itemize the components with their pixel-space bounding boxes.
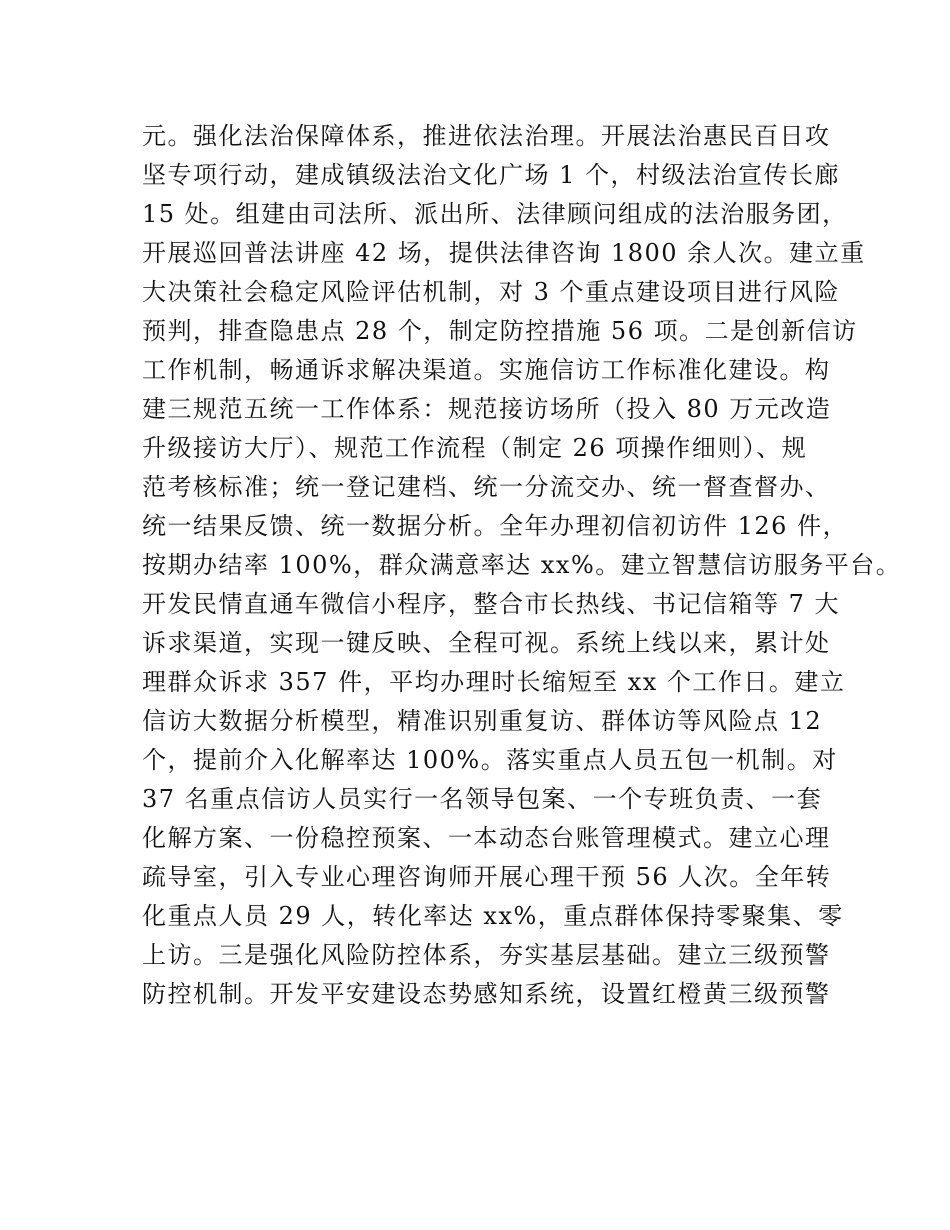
body-text bbox=[142, 117, 902, 1014]
text-line: 坚专项行动，建成镇级法治文化广场 1 个，村级法治宣传长廊 bbox=[142, 161, 841, 189]
text-line: 上访。三是强化风险防控体系，夯实基层基础。建立三级预警 bbox=[142, 941, 831, 969]
text-line: 开展巡回普法讲座 42 场，提供法律咨询 1800 余人次。建立重 bbox=[142, 239, 866, 267]
text-line: 化解方案、一份稳控预案、一本动态台账管理模式。建立心理 bbox=[142, 824, 831, 852]
text-line: 理群众诉求 357 件，平均办理时长缩短至 xx 个工作日。建立 bbox=[142, 668, 846, 696]
text-line: 化重点人员 29 人，转化率达 xx%，重点群体保持零聚集、零 bbox=[142, 902, 844, 930]
text-line: 疏导室，引入专业心理咨询师开展心理干预 56 人次。全年转 bbox=[142, 863, 832, 891]
text-line: 升级接访大厅）、规范工作流程（制定 26 项操作细则）、规 bbox=[142, 434, 808, 462]
text-line: 大决策社会稳定风险评估机制，对 3 个重点建设项目进行风险 bbox=[142, 278, 841, 306]
text-line: 37 名重点信访人员实行一名领导包案、一个专班负责、一套 bbox=[142, 785, 823, 813]
text-line: 按期办结率 100%，群众满意率达 xx%。建立智慧信访服务平台。 bbox=[142, 551, 902, 579]
text-line: 开发民情直通车微信小程序，整合市长热线、书记信箱等 7 大 bbox=[142, 590, 841, 618]
text-line: 统一结果反馈、统一数据分析。全年办理初信初访件 126 件， bbox=[142, 512, 849, 540]
text-line: 信访大数据分析模型，精准识别重复访、群体访等风险点 12 bbox=[142, 707, 823, 735]
text-line: 个，提前介入化解率达 100%。落实重点人员五包一机制。对 bbox=[142, 746, 838, 774]
text-line: 建三规范五统一工作体系：规范接访场所（投入 80 万元改造 bbox=[142, 395, 832, 423]
text-line: 预判，排查隐患点 28 个，制定防控措施 56 项。二是创新信访 bbox=[142, 317, 858, 345]
text-line: 防控机制。开发平安建设态势感知系统，设置红橙黄三级预警 bbox=[142, 980, 831, 1008]
text-line: 15 处。组建由司法所、派出所、法律顾问组成的法治服务团， bbox=[142, 200, 848, 228]
text-line: 工作机制，畅通诉求解决渠道。实施信访工作标准化建设。构 bbox=[142, 356, 831, 384]
text-line: 诉求渠道，实现一键反映、全程可视。系统上线以来，累计处 bbox=[142, 629, 831, 657]
text-line: 元。强化法治保障体系，推进依法治理。开展法治惠民百日攻 bbox=[142, 122, 831, 150]
text-line: 范考核标准；统一登记建档、统一分流交办、统一督查督办、 bbox=[142, 473, 831, 501]
